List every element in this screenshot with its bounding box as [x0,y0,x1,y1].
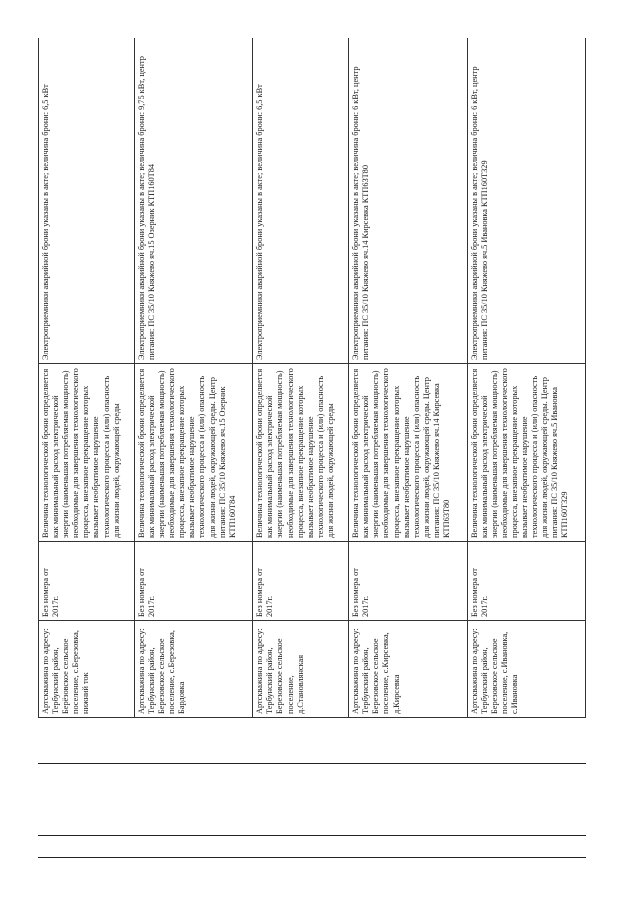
definition-cell [253,364,349,542]
object-cell [467,621,585,718]
definition-cell [134,364,252,542]
act-number-text: Без номера от 2017г. [351,568,371,617]
definition-text: Величина технологической брони определяется как минимальный расход электрической энергии (наименьшая потребляемая мощность) необходимые для завершения технологического процесса, внезапное прекращение которых вызывает необратимое нарушение технологического процесса и (или) опасность для жизни людей, окружающей среды [255,368,335,538]
table-row [253,38,349,718]
object-text: Артскважина по адресу: Тербунский район, Березовское сельское поселение, с.Ивановка, с.Ивановка [469,628,519,714]
definition-text: Величина технологической брони определяется как минимальный расход электрической энергии (наименьшая потребляемая мощность) необходимые для завершения технологического процесса, внезапное прекращение которых вызывает необратимое нарушение технологического процесса и (или) опасность для жизни людей, окружающей среды [41,368,121,538]
definition-cell [349,364,467,542]
act-text: Электроприемники аварийной брони указаны в акте; величина брони: 9,75 кВт, центр питания: ПС 35/10 Княжево яч.15 Озерник КТП160Т84 [136,56,156,360]
table-row [467,38,585,718]
object-text: Артскважина по адресу: Тербунский район, Березовское сельское поселение, д.Становлянская [255,628,305,714]
table-row [39,38,135,718]
act-text: Электроприемники аварийной брони указаны в акте; величина брони: 6 кВт, центр питания: ПС 35/10 Княжево яч.5 Ивановка КТП160Т329 [469,66,489,360]
object-text: Артскважина по адресу: Тербунский район, Березовское сельское поселение, с.Березовка, Бардовка [136,628,187,714]
footer-rule-bottom [38,857,586,858]
footer-rule-top [38,763,586,764]
object-cell [253,621,349,718]
object-cell [134,621,252,718]
act-number-cell [253,542,349,621]
act-number-cell [134,542,252,621]
act-number-text: Без номера от 2017г. [469,568,489,617]
definition-text: Величина технологической брони определяется как минимальный расход электрической энергии (наименьшая потребляемая мощность) необходимые для завершения технологического процесса, внезапное прекращение которых вызывает необратимое нарушение технологического процесса и (или) опасность для жизни людей, окружающей среды. Центр питания: ПС 35/10 Княжево яч.14 Кирсевка КТП63Т80 [351,368,451,538]
table-row [349,38,467,718]
act-number-text: Без номера от 2017г. [136,568,156,617]
table-row [134,38,252,718]
act-cell [253,38,349,364]
definition-cell [39,364,135,542]
act-cell [39,38,135,364]
rotated-table-region [38,38,586,718]
emergency-reserve-table [38,38,586,718]
act-number-cell [39,542,135,621]
definition-cell [467,364,585,542]
object-cell [349,621,467,718]
object-text: Артскважина по адресу: Тербунский район, Березовское сельское поселение, с.Кирсевка, д.Кирсевка [351,628,401,714]
act-text: Электроприемники аварийной брони указаны в акте; величина брони: 6,5 кВт [255,84,265,360]
act-number-cell [349,542,467,621]
act-cell [134,38,252,364]
act-cell [467,38,585,364]
footer-rule-middle [38,835,586,836]
definition-text: Величина технологической брони определяется как минимальный расход электрической энергии (наименьшая потребляемая мощность) необходимые для завершения технологического процесса, внезапное прекращение которых вызывает необратимое нарушение технологического процесса и (или) опасность для жизни людей, окружающей среды. Центр питания: ПС 35/10 Княжево яч.5 Ивановка КТП160Т329 [469,368,570,538]
act-number-cell [467,542,585,621]
act-number-text: Без номера от 2017г. [41,568,61,617]
definition-text: Величина технологической брони определяется как минимальный расход электрической энергии (наименьшая потребляемая мощность) необходимые для завершения технологического процесса, внезапное прекращение которых вызывает необратимое нарушение технологического процесса и (или) опасность для жизни людей, окружающей среды. Центр питания: ПС 35/10 Княжево яч.15 Озерник КТП160Т84 [136,368,237,538]
object-text: Артскважина по адресу: Тербунский район, Берёзовское сельское поселение, с.Березовка, нижний ток [41,628,91,714]
object-cell [39,621,135,718]
act-text: Электроприемники аварийной брони указаны в акте; величина брони: 6,5 кВт [41,84,50,360]
act-text: Электроприемники аварийной брони указаны в акте; величина брони: 6 кВт, центр питания: ПС 35/10 Княжево яч.14 Кирсевка КТП63Т80 [351,66,371,360]
rotated-table-container [38,38,586,718]
act-number-text: Без номера от 2017г. [255,568,275,617]
act-cell [349,38,467,364]
